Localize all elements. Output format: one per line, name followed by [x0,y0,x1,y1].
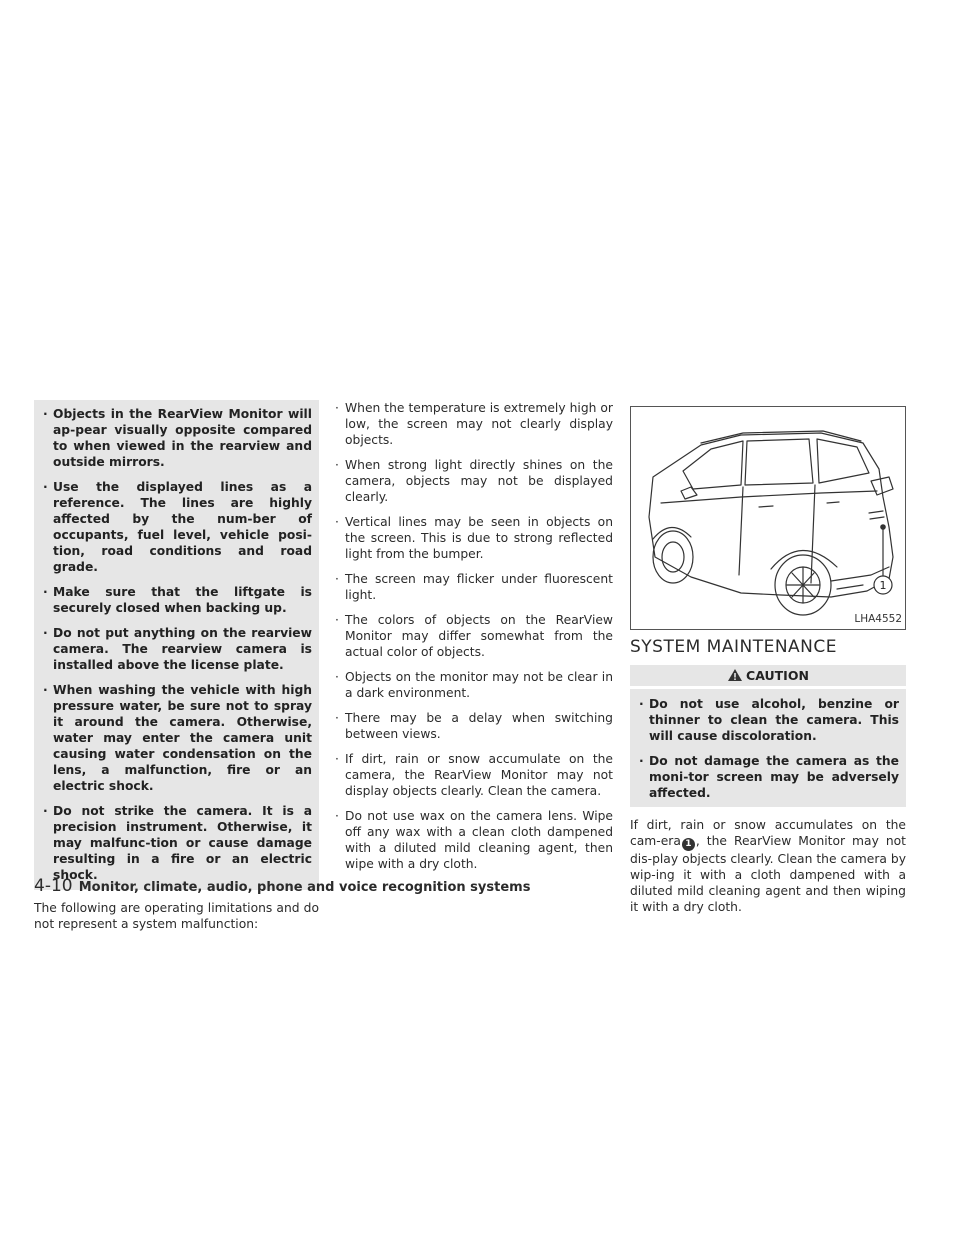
list-item: · If dirt, rain or snow accumulate on the camera, the RearView Monitor may not display objects clearly. Clean the camera. [335,752,613,798]
caution-box [630,689,906,807]
caution-item: · Do not damage the camera as the moni-tor screen may be adversely affected. [639,754,899,800]
list-item: · When the temperature is extremely high or low, the screen may not clearly display objects. [335,401,613,447]
warning-item: · Use the displayed lines as a reference. The lines are highly affected by the num-ber of occupants, fuel level, vehicle posi-tion, road conditions and road grade. [43,480,312,574]
chapter-title: Monitor, climate, audio, phone and voice recognition systems [78,880,531,895]
camera-callout-number: 1 [879,579,887,592]
warning-item: · Objects in the RearView Monitor will ap-pear visually opposite compared to when viewed in the rearview and outside mirrors. [43,407,312,469]
page-footer [34,876,530,896]
limitations-intro: The following are operating limitations and do not represent a system malfunction: [34,901,319,931]
list-item: · The colors of objects on the RearView Monitor may differ somewhat from the actual color of objects. [335,613,613,659]
left-column [34,400,319,932]
caution-header [630,665,906,686]
list-item: · When strong light directly shines on the camera, objects may not be displayed clearly. [335,458,613,504]
list-item: · There may be a delay when switching between views. [335,711,613,741]
warning-item: · Do not put anything on the rearview camera. The rearview camera is installed above the license plate. [43,626,312,672]
limitations-list [333,400,613,872]
warning-item: · Do not strike the camera. It is a precision instrument. Otherwise, it may malfunc-tion or cause damage resulting in a fire or an electric shock. [43,804,312,882]
right-column [630,406,906,915]
vehicle-rear-illustration [630,406,906,630]
list-item: · Objects on the monitor may not be clear in a dark environment. [335,670,613,700]
warning-list [41,406,312,883]
caution-list [637,696,899,801]
caution-label: CAUTION [746,668,809,683]
section-title: SYSTEM MAINTENANCE [630,637,837,657]
warning-item: · Make sure that the liftgate is securely closed when backing up. [43,585,312,615]
suv-rear-drawing [631,407,905,629]
figure-code: LHA4552 [854,613,902,625]
list-item: · The screen may flicker under fluorescent light. [335,572,613,602]
warning-item: · When washing the vehicle with high pressure water, be sure not to spray it around the camera. Otherwise, water may enter the camera unit causing water condensation on the lens, a malfunction, fire or an electric shock. [43,683,312,793]
caution-triangle-icon [727,668,743,682]
middle-column [333,400,613,881]
maintenance-text: If dirt, rain or snow accumulates on the cam-era 1 , the RearView Monitor may not dis-play objects clearly. Clean the camera by wip-ing it with a cloth dampened with a diluted mild cleaning agent and then wiping it with a dry cloth. [630,818,906,914]
list-item: · Vertical lines may be seen in objects on the screen. This is due to strong reflected light from the bumper. [335,515,613,561]
list-item: · Do not use wax on the camera lens. Wipe off any wax with a clean cloth dampened with a diluted mild cleaning agent, then wipe with a dry cloth. [335,809,613,871]
page-number: 4-10 [34,876,73,896]
warning-box [34,400,319,890]
callout-number: 1 [682,838,695,851]
caution-item: · Do not use alcohol, benzine or thinner to clean the camera. This will cause discoloration. [639,697,899,743]
